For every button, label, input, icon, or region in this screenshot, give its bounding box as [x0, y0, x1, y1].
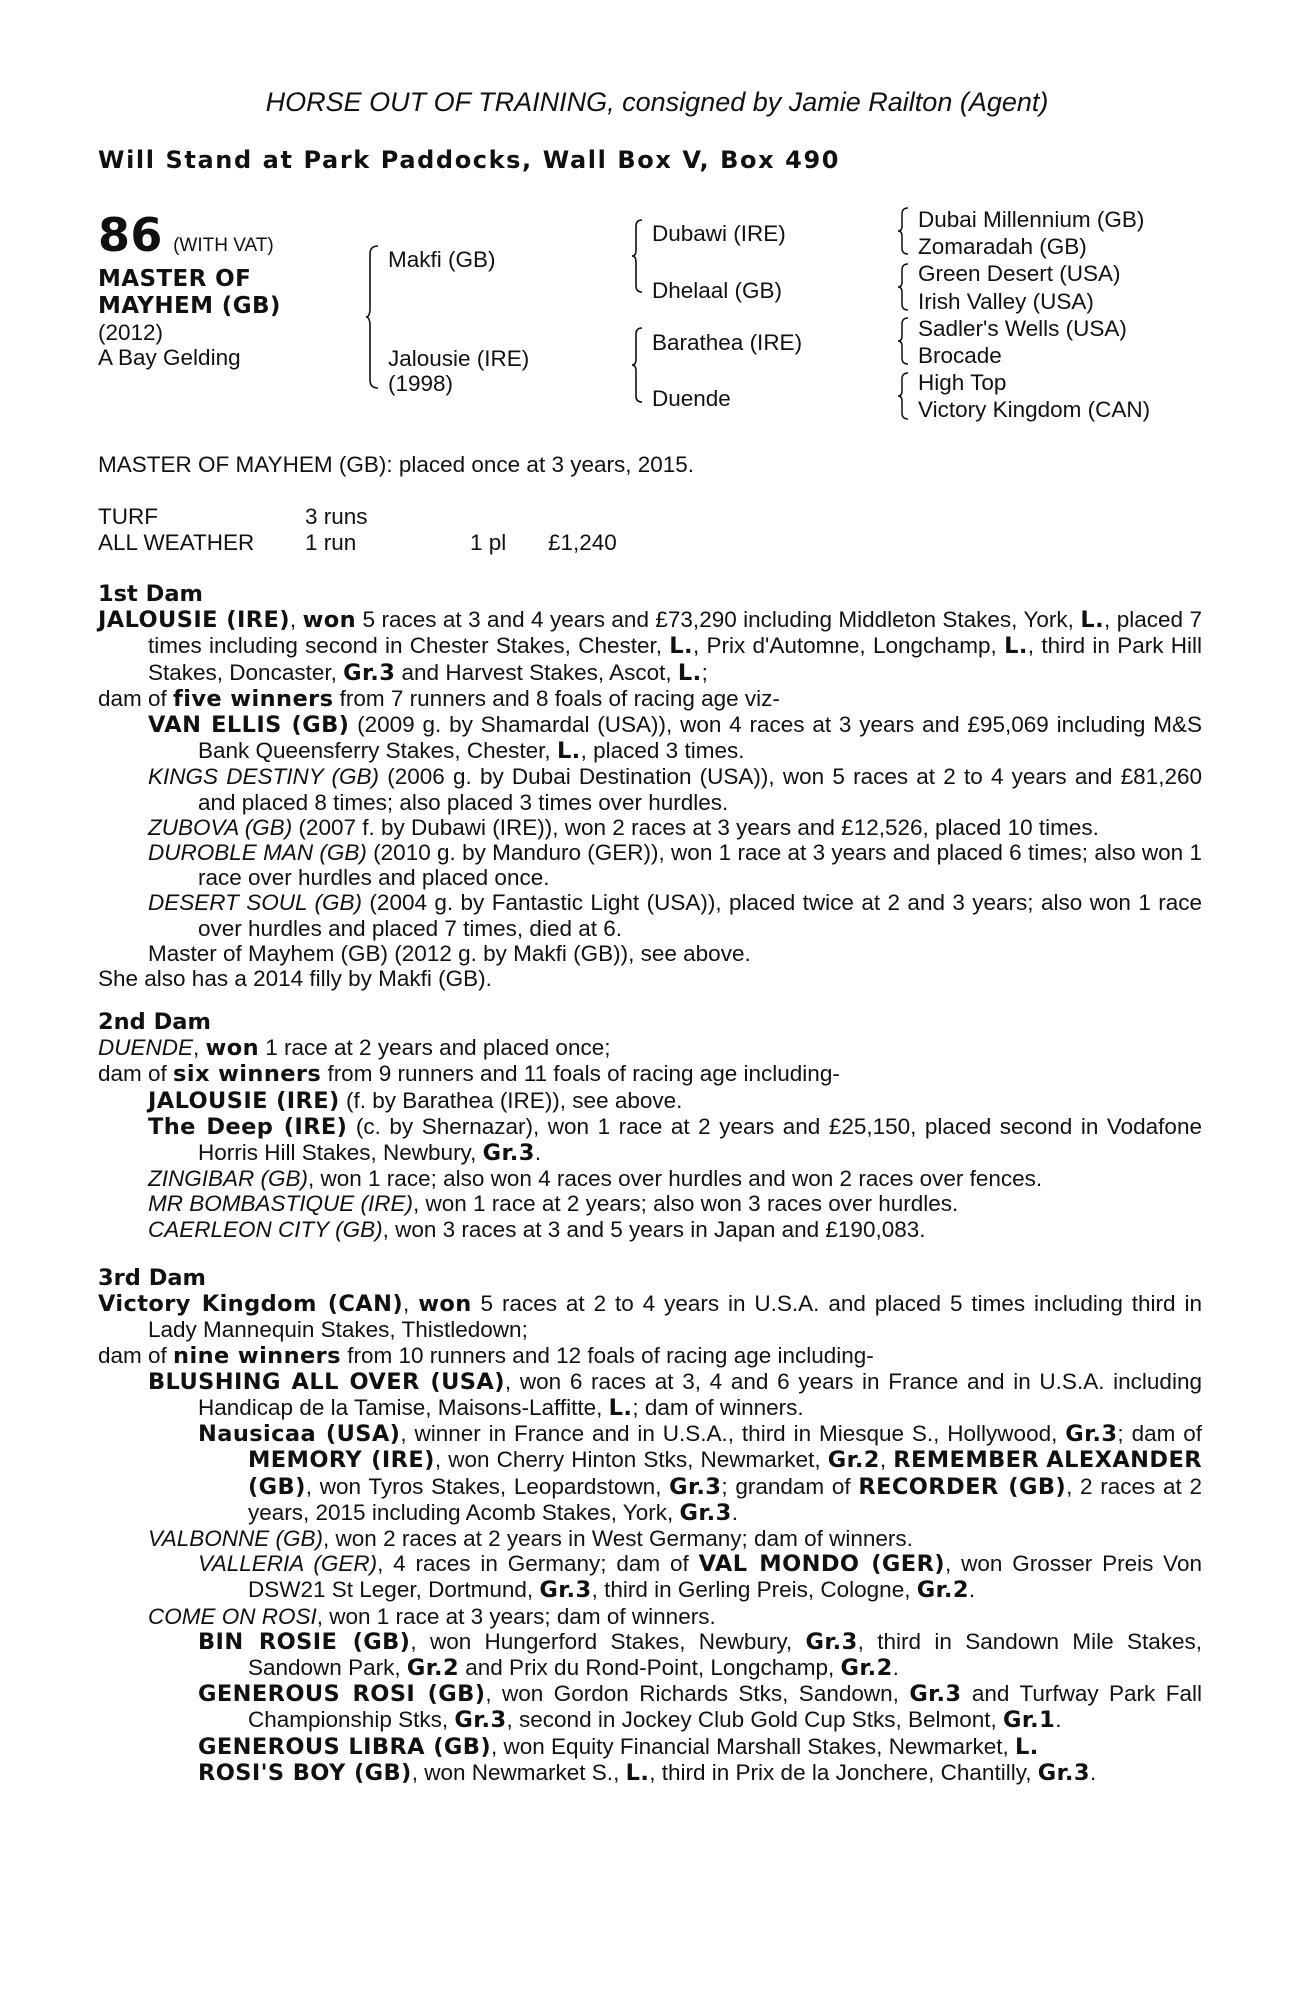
- progeny-entry: VAN ELLIS (GB) (2009 g. by Shamardal (USA)), won 4 races at 3 years and £95,069 including M&S Bank Queensferry Stakes, Chester, L., placed 3 times.: [148, 712, 1202, 765]
- foal-note: She also has a 2014 filly by Makfi (GB).: [98, 966, 492, 992]
- dam-name: Victory Kingdom (CAN): [98, 1291, 404, 1318]
- progeny-name: ZINGIBAR (GB): [148, 1166, 309, 1192]
- lot-number: 86: [98, 208, 163, 262]
- pedigree-dam-dam: Duende: [652, 386, 731, 411]
- first-dam-record: JALOUSIE (IRE), won 5 races at 3 and 4 years and £73,290 including Middleton Stakes, York, L., placed 7 times including second in Chester Stakes, Chester, L., Prix d'Automne, Longchamp, L., third in Park Hill Stakes, Doncaster, Gr.3 and Harvest Stakes, Ascot, L.;: [98, 607, 1202, 686]
- progeny-name: CAERLEON CITY (GB): [148, 1216, 383, 1242]
- dam-name: JALOUSIE (IRE): [98, 607, 290, 634]
- pedigree-third-generation: [918, 206, 1150, 424]
- dam-name: DUENDE: [98, 1035, 194, 1061]
- horse-year: (2012): [98, 320, 164, 345]
- horse-details: [98, 320, 241, 370]
- gg-name: Irish Valley (USA): [918, 288, 1094, 314]
- gg-brace-2: [898, 262, 910, 312]
- horse-description: A Bay Gelding: [98, 345, 241, 371]
- section-heading: 2nd Dam: [98, 1009, 211, 1035]
- horse-name: MASTER OF MAYHEM (GB): [98, 266, 281, 319]
- aw-label: ALL WEATHER: [98, 530, 255, 555]
- gg-name: Dubai Millennium (GB): [918, 207, 1145, 232]
- progeny-entry: KINGS DESTINY (GB) (2006 g. by Dubai Destination (USA)), won 5 races at 2 to 4 years and £81,260 and placed 8 times; also placed 3 times over hurdles.: [148, 764, 1202, 815]
- progeny-entry: CAERLEON CITY (GB), won 3 races at 3 and 5 years in Japan and £190,083.: [148, 1216, 926, 1242]
- pedigree-dam-sire: Barathea (IRE): [652, 330, 803, 355]
- aw-runs: 1 run: [305, 530, 357, 555]
- lot-heading: [98, 210, 274, 260]
- produce-summary: dam of five winners from 7 runners and 8 foals of racing age viz-: [98, 685, 780, 712]
- progeny-entry: ZINGIBAR (GB), won 1 race; also won 4 races over hurdles and won 2 races over fences.: [148, 1166, 1043, 1192]
- pedigree-sire-sire: Dubawi (IRE): [652, 221, 786, 246]
- aw-placed: 1 pl: [470, 530, 507, 555]
- stand-location: Will Stand at Park Paddocks, Wall Box V, Box 490: [98, 146, 841, 174]
- dam-line-brace: [632, 326, 644, 404]
- turf-runs: 3 runs: [305, 504, 368, 529]
- progeny-entry: VALBONNE (GB), won 2 races at 2 years in West Germany; dam of winners.: [148, 1526, 913, 1552]
- progeny-name: BLUSHING ALL OVER (USA): [148, 1368, 505, 1395]
- progeny-entry: COME ON ROSI, won 1 race at 3 years; dam of winners.: [148, 1603, 716, 1629]
- progeny-entry: GENEROUS ROSI (GB), won Gordon Richards Stks, Sandown, Gr.3 and Turfway Park Fall Championship Stks, Gr.3, second in Jockey Club Gold Cup Stks, Belmont, Gr.1.: [198, 1681, 1202, 1734]
- gg-brace-1: [898, 206, 910, 256]
- aw-earnings: £1,240: [548, 530, 617, 555]
- progeny-name: DESERT SOUL (GB): [148, 890, 363, 916]
- progeny-name: JALOUSIE (IRE): [148, 1087, 340, 1114]
- produce-summary: dam of six winners from 9 runners and 11 foals of racing age including-: [98, 1061, 840, 1088]
- pedigree-sire: Makfi (GB): [388, 247, 496, 272]
- progeny-entry: GENEROUS LIBRA (GB), won Equity Financial Marshall Stakes, Newmarket, L.: [198, 1733, 1039, 1760]
- progeny-entry: MR BOMBASTIQUE (IRE), won 1 race at 2 years; also won 3 races over hurdles.: [148, 1191, 959, 1217]
- progeny-name: ROSI'S BOY (GB): [198, 1759, 412, 1786]
- progeny-name: VAN ELLIS (GB): [148, 712, 350, 739]
- third-dam-record: Victory Kingdom (CAN), won 5 races at 2 to 4 years in U.S.A. and placed 5 times including third in Lady Mannequin Stakes, Thistledown;: [98, 1291, 1202, 1343]
- progeny-name: COME ON ROSI: [148, 1603, 317, 1629]
- progeny-name: DUROBLE MAN (GB): [148, 840, 367, 866]
- section-heading: 1st Dam: [98, 581, 203, 607]
- progeny-entry: DUROBLE MAN (GB) (2010 g. by Manduro (GER)), won 1 race at 3 years and placed 6 times; also won 1 race over hurdles and placed once.: [148, 840, 1202, 891]
- progeny-name: The Deep (IRE): [148, 1113, 348, 1140]
- progeny-name: GENEROUS ROSI (GB): [198, 1681, 486, 1708]
- progeny-name: Nausicaa (USA): [198, 1421, 401, 1448]
- pedigree-sire-dam: Dhelaal (GB): [652, 278, 783, 303]
- third-dam-section: [98, 1266, 1202, 1786]
- progeny-entry: ZUBOVA (GB) (2007 f. by Dubawi (IRE)), won 2 races at 3 years and £12,526, placed 10 times.: [148, 814, 1099, 840]
- progeny-entry: Nausicaa (USA), winner in France and in U.S.A., third in Miesque S., Hollywood, Gr.3; dam of MEMORY (IRE), won Cherry Hinton Stks, Newmarket, Gr.2, REMEMBER ALEXANDER (GB), won Tyros Stakes, Leopardstown, Gr.3; grandam of RECORDER (GB), 2 races at 2 years, 2015 including Acomb Stakes, York, Gr.3.: [198, 1421, 1202, 1526]
- progeny-entry: BIN ROSIE (GB), won Hungerford Stakes, Newbury, Gr.3, third in Sandown Mile Stakes, Sandown Park, Gr.2 and Prix du Rond-Point, Longchamp, Gr.2.: [198, 1628, 1202, 1682]
- gg-name: Sadler's Wells (USA): [918, 315, 1127, 341]
- gg-name: Brocade: [918, 343, 1002, 369]
- sire-line-brace: [632, 218, 644, 294]
- second-dam-record: DUENDE, won 1 race at 2 years and placed once;: [98, 1035, 611, 1062]
- pedigree-dam: Jalousie (IRE) (1998): [388, 346, 530, 397]
- progeny-entry: BLUSHING ALL OVER (USA), won 6 races at 3, 4 and 6 years in France and in U.S.A. including Handicap de la Tamise, Maisons-Laffitte, L.; dam of winners.: [148, 1368, 1202, 1422]
- gg-brace-4: [898, 371, 910, 421]
- progeny-name: GENEROUS LIBRA (GB): [198, 1733, 492, 1760]
- progeny-name: ZUBOVA (GB): [148, 814, 293, 840]
- progeny-name: VALLERIA (GER): [198, 1551, 378, 1577]
- progeny-name: MR BOMBASTIQUE (IRE): [148, 1191, 414, 1217]
- turf-label: TURF: [98, 504, 158, 529]
- first-dam-section: [98, 582, 1202, 991]
- progeny-entry: DESERT SOUL (GB) (2004 g. by Fantastic Light (USA)), placed twice at 2 and 3 years; also won 1 race over hurdles and placed 7 times, died at 6.: [148, 890, 1203, 941]
- progeny-entry: Master of Mayhem (GB) (2012 g. by Makfi (GB)), see above.: [148, 940, 751, 966]
- progeny-entry: JALOUSIE (IRE) (f. by Barathea (IRE)), see above.: [148, 1087, 683, 1114]
- vat-note: (WITH VAT): [173, 235, 274, 256]
- page-title: HORSE OUT OF TRAINING, consigned by Jamie Railton (Agent): [265, 87, 1049, 117]
- sire-dam-brace: [366, 244, 380, 390]
- progeny-name: VALBONNE (GB): [148, 1526, 324, 1552]
- produce-summary: dam of nine winners from 10 runners and 12 foals of racing age including-: [98, 1342, 874, 1369]
- progeny-name: BIN ROSIE (GB): [198, 1628, 411, 1655]
- progeny-name: KINGS DESTINY (GB): [148, 764, 380, 790]
- race-summary: MASTER OF MAYHEM (GB): placed once at 3 years, 2015.: [98, 452, 695, 477]
- progeny-entry: VALLERIA (GER), 4 races in Germany; dam of VAL MONDO (GER), won Grosser Preis Von DSW21 St Leger, Dortmund, Gr.3, third in Gerling Preis, Cologne, Gr.2.: [198, 1551, 1202, 1604]
- gg-name: Victory Kingdom (CAN): [918, 397, 1151, 423]
- gg-name: High Top: [918, 370, 1007, 396]
- second-dam-section: [98, 1010, 1202, 1242]
- gg-name: Zomaradah (GB): [918, 234, 1087, 260]
- progeny-entry: ROSI'S BOY (GB), won Newmarket S., L., third in Prix de la Jonchere, Chantilly, Gr.3.: [198, 1759, 1097, 1786]
- section-heading: 3rd Dam: [98, 1265, 206, 1291]
- gg-brace-3: [898, 316, 910, 366]
- progeny-entry: The Deep (IRE) (c. by Shernazar), won 1 race at 2 years and £25,150, placed second in Vodafone Horris Hill Stakes, Newbury, Gr.3.: [148, 1113, 1202, 1167]
- gg-name: Green Desert (USA): [918, 261, 1121, 287]
